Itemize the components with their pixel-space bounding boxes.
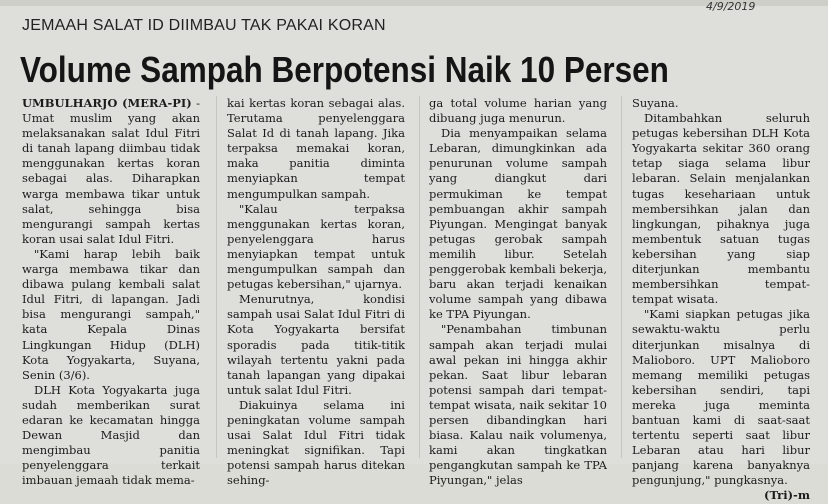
article-column-3 xyxy=(429,96,607,488)
paragraph: DLH Kota Yogyakarta juga sudah memberikan surat edaran ke kecamatan hingga Dewan Masjid dan mengimbau panitia penyelenggara terkait imbauan jemaah tidak mema- xyxy=(22,382,200,488)
paragraph: Diakuinya selama ini peningkatan volume sampah usai Salat Idul Fitri tidak meningkat signifikan. Tapi potensi sampah harus ditekan sehing- xyxy=(227,397,405,488)
paragraph: kai kertas koran sebagai alas. Terutama penyelenggara Salat Id di tanah lapang. Jika terpaksa memakai koran, maka panitia diminta menyiapkan tempat mengumpulkan sampah. xyxy=(227,96,405,201)
paragraph: "Kalau terpaksa menggunakan kertas koran, penyelenggara harus menyiapkan tempat untuk mengumpulkan sampah dan petugas kebersihan," ujarnya. xyxy=(227,201,405,292)
paragraph: Menurutnya, kondisi sampah usai Salat Idul Fitri di Kota Yogyakarta bersifat sporadis pada titik-titik wilayah tertentu yakni pada tanah lapangan yang dipakai untuk salat Idul Fitri. xyxy=(227,292,405,397)
scan-edge xyxy=(0,0,828,6)
article-body xyxy=(22,96,822,503)
paragraph xyxy=(22,96,200,247)
paragraph: Dia menyampaikan selama Lebaran, dimungkinkan ada penurunan volume sampah yang diangkut dari permukiman ke tempat pembuangan akhir sampah Piyungan. Mengingat banyak petugas gerobak sampah memilih libur. Setelah penggerobak kembali bekerja, baru akan terjadi kenaikan volume sampah yang dibawa ke TPA Piyungan. xyxy=(429,126,607,322)
paragraph: Ditambahkan seluruh petugas kebersihan DLH Kota Yogyakarta sekitar 360 orang tetap siaga selama libur lebaran. Selain menjalankan tugas kesehariaan untuk membersihkan jalan dan lingkungan, pihaknya juga membentuk satuan tugas kebersihan yang siap diterjunkan membantu membersihkan tempat- tempat wisata. xyxy=(632,111,810,307)
dateline: UMBULHARJO (MERA-PI) xyxy=(22,96,192,110)
paragraph: "Kami siapkan petugas jika sewaktu-waktu perlu diterjunkan misalnya di Malioboro. UPT Malioboro memang memiliki petugas kebersihan sendiri, tapi mereka juga meminta bantuan kami di saat-saat tertentu seperti saat libur Lebaran atau hari libur panjang karena banyaknya pengunjung," pungkasnya. xyxy=(632,307,810,488)
article-column-4 xyxy=(632,96,810,503)
paragraph: "Kami harap lebih baik warga membawa tikar dan dibawa pulang kembali salat Idul Fitri, di lapangan. Jadi bisa mengurangi sampah," kata Kepala Dinas Lingkungan Hidup (DLH) Kota Yogyakarta, Suyana, Senin (3/6). xyxy=(22,246,200,382)
byline: (Tri)-m xyxy=(764,488,810,503)
paragraph: "Penambahan timbunan sampah akan terjadi mulai awal pekan ini hingga akhir pekan. Saat libur lebaran potensi sampah dari tempat-tempat wisata, naik sekitar 10 persen dibandingkan hari biasa. Kalau naik volumenya, kami akan tingkatkan pengangkutan sampah ke TPA Piyungan," jelas xyxy=(429,322,607,488)
handwritten-date-note: 4/9/2019 xyxy=(706,0,756,13)
paragraph: Suyana. xyxy=(632,96,679,110)
headline: Volume Sampah Berpotensi Naik 10 Persen xyxy=(20,49,669,90)
paragraph-text: - Umat muslim yang akan melaksanakan salat Idul Fitri di tanah lapang diimbau tidak menggunakan kertas koran sebagai alas. Diharapkan warga membawa tikar untuk salat, sehingga bisa mengurangi sampah kertas koran usai salat Idul Fitri. xyxy=(22,96,201,246)
article-column-1 xyxy=(22,96,201,488)
kicker-subheadline: JEMAAH SALAT ID DIIMBAU TAK PAKAI KORAN xyxy=(22,17,386,34)
article-column-2 xyxy=(227,96,405,488)
paragraph: ga total volume harian yang dibuang juga menurun. xyxy=(429,96,607,126)
